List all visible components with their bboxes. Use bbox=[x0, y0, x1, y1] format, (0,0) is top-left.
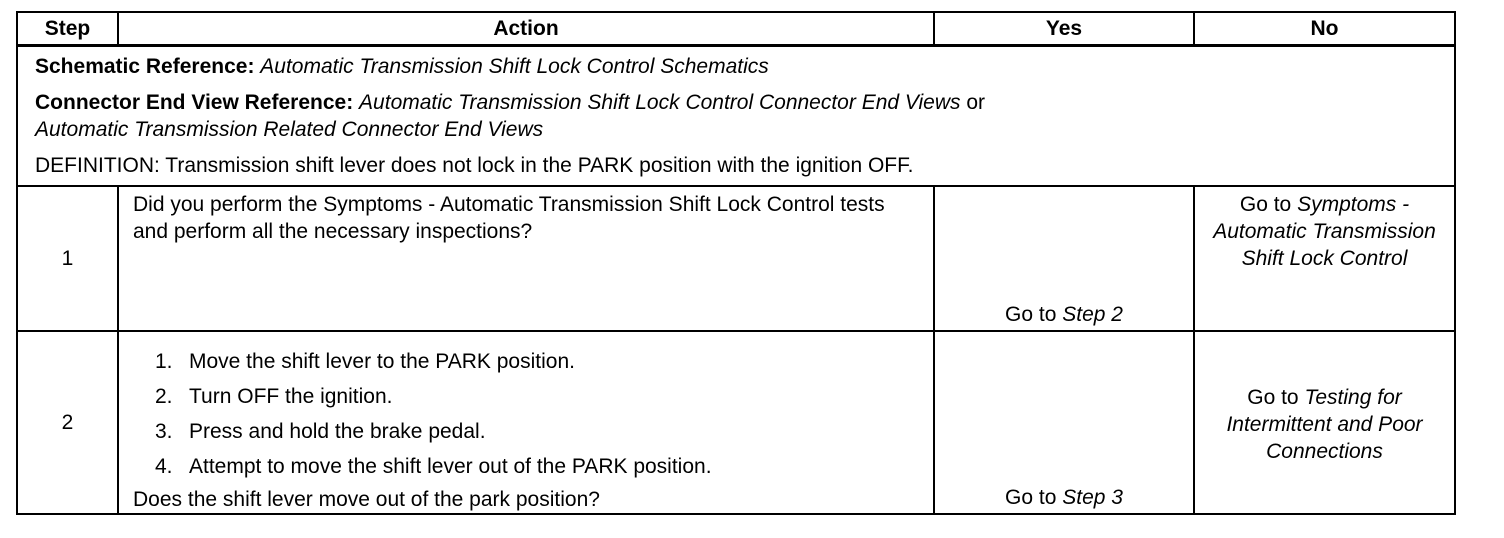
header-step: Step bbox=[17, 12, 118, 46]
substep-number: 4. bbox=[155, 455, 173, 478]
step-action-text: Did you perform the Symptoms - Automatic Transmission Shift Lock Control tests and perform all the necessary inspections? bbox=[133, 193, 885, 243]
connector-reference-link-2: Automatic Transmission Related Connector End Views bbox=[35, 118, 544, 141]
substep-text: Move the shift lever to the PARK position. bbox=[189, 350, 575, 373]
reference-cell bbox=[17, 46, 1455, 187]
step-no bbox=[1194, 331, 1455, 514]
diagnostic-table bbox=[16, 11, 1456, 515]
substep-number: 1. bbox=[155, 350, 173, 373]
list-item bbox=[155, 449, 923, 484]
step-row-2 bbox=[17, 331, 1455, 514]
reference-row bbox=[17, 46, 1455, 187]
yes-prefix: Go to bbox=[1005, 303, 1057, 326]
definition-text: DEFINITION: Transmission shift lever does not lock in the PARK position with the ignition OFF. bbox=[35, 154, 914, 177]
no-prefix: Go to bbox=[1247, 386, 1299, 409]
step-question: Does the shift lever move out of the park position? bbox=[133, 488, 600, 511]
yes-link: Step 3 bbox=[1062, 486, 1123, 509]
header-action: Action bbox=[118, 12, 934, 46]
header-row bbox=[17, 12, 1455, 46]
connector-reference bbox=[35, 89, 1454, 143]
yes-prefix: Go to bbox=[1005, 486, 1057, 509]
step-row-1 bbox=[17, 186, 1455, 331]
substep-number: 2. bbox=[155, 385, 173, 408]
step-yes bbox=[934, 186, 1194, 331]
substep-text: Turn OFF the ignition. bbox=[189, 385, 393, 408]
yes-link: Step 2 bbox=[1062, 303, 1123, 326]
step-number: 1 bbox=[17, 186, 118, 331]
substep-list bbox=[133, 344, 923, 484]
no-link: Testing for Intermittent and Poor Connections bbox=[1226, 386, 1423, 463]
schematic-reference-link: Automatic Transmission Shift Lock Control Schematics bbox=[260, 55, 769, 78]
step-no bbox=[1194, 186, 1455, 331]
substep-text: Attempt to move the shift lever out of the PARK position. bbox=[189, 455, 712, 478]
header-yes: Yes bbox=[934, 12, 1194, 46]
connector-reference-label: Connector End View Reference: bbox=[35, 91, 354, 114]
header-no: No bbox=[1194, 12, 1455, 46]
no-link: Symptoms - Automatic Transmission Shift Lock Control bbox=[1213, 193, 1436, 270]
list-item bbox=[155, 379, 923, 414]
step-yes bbox=[934, 331, 1194, 514]
connector-reference-link-1: Automatic Transmission Shift Lock Control Connector End Views bbox=[359, 91, 961, 114]
substep-text: Press and hold the brake pedal. bbox=[189, 420, 486, 443]
connector-reference-or: or bbox=[966, 91, 986, 114]
substep-number: 3. bbox=[155, 420, 173, 443]
step-action bbox=[118, 331, 934, 514]
schematic-reference-label: Schematic Reference: bbox=[35, 55, 255, 78]
list-item bbox=[155, 344, 923, 379]
step-number: 2 bbox=[17, 331, 118, 514]
step-action bbox=[118, 186, 934, 331]
schematic-reference bbox=[35, 53, 1454, 80]
list-item bbox=[155, 414, 923, 449]
no-prefix: Go to bbox=[1239, 193, 1292, 216]
